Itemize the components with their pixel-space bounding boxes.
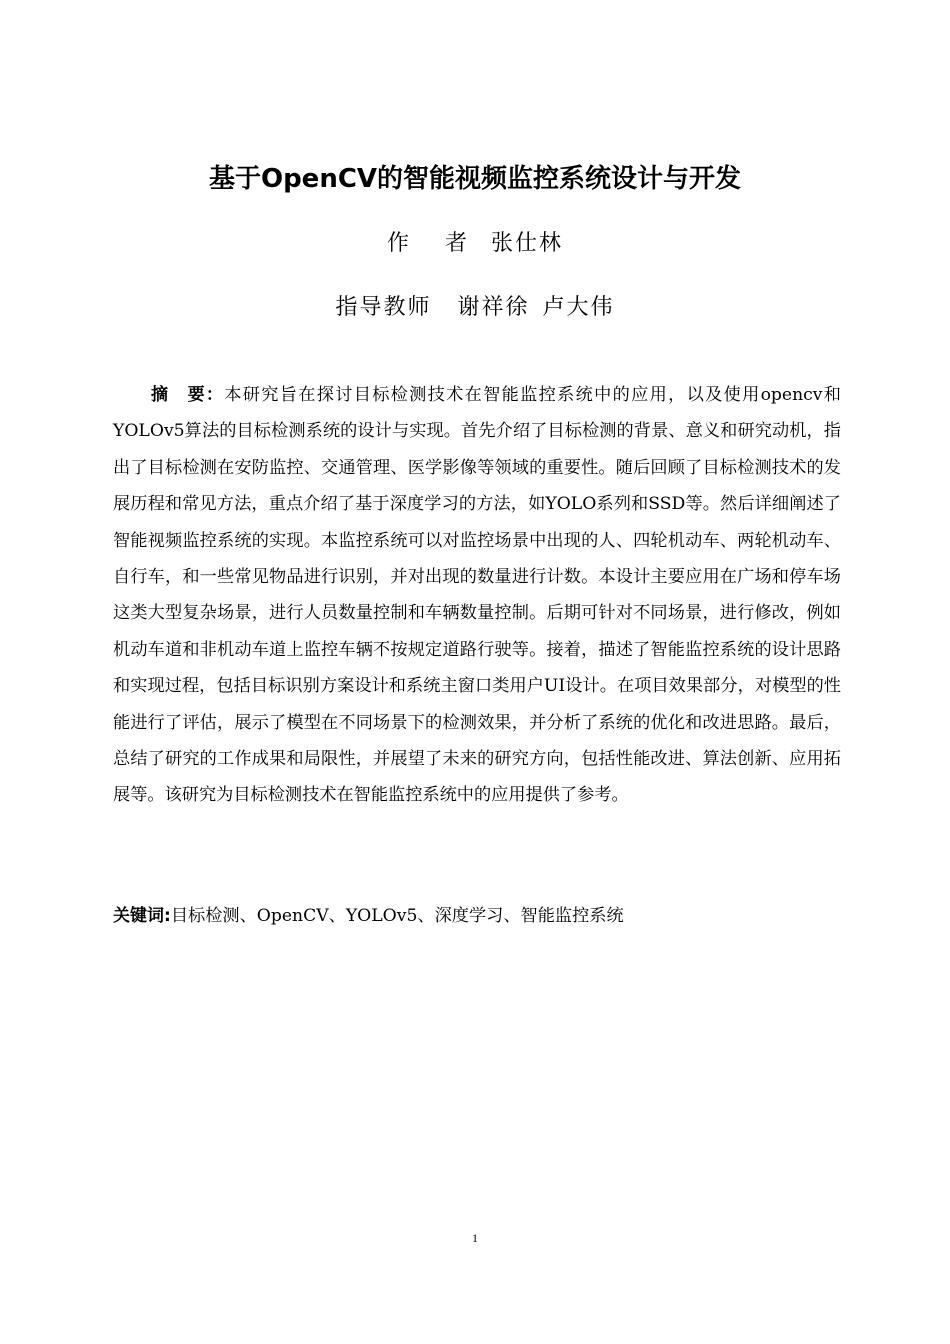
advisor-name: 谢祥徐	[457, 295, 530, 320]
advisor-label: 指导教师	[335, 295, 432, 320]
abstract-paragraph	[113, 377, 841, 814]
keywords-label: 关键词:	[113, 906, 171, 926]
author-label: 作者	[386, 231, 503, 256]
keywords-line	[113, 899, 841, 933]
advisor-name: 卢大伟	[542, 295, 615, 320]
keywords-text: 目标检测、OpenCV、YOLOv5、深度学习、智能监控系统	[170, 906, 624, 926]
abstract-label: 摘 要：	[151, 385, 225, 405]
author-line	[0, 228, 950, 260]
abstract-text: 本研究旨在探讨目标检测技术在智能监控系统中的应用，以及使用opencv和YOLOv5算法的目标检测系统的设计与实现。首先介绍了目标检测的背景、意义和研究动机，指出了目标检测在安防监控、交通管理、医学影像等领域的重要性。随后回顾了目标检测技术的发展历程和常见方法，重点介绍了基于深度学习的方法，如YOLO系列和SSD等。然后详细阐述了智能视频监控系统的实现。本监控系统可以对监控场景中出现的人、四轮机动车、两轮机动车、自行车，和一些常见物品进行识别，并对出现的数量进行计数。本设计主要应用在广场和停车场这类大型复杂场景，进行人员数量控制和车辆数量控制。后期可针对不同场景，进行修改，例如机动车道和非机动车道上监控车辆不按规定道路行驶等。接着，描述了智能监控系统的设计思路和实现过程，包括目标识别方案设计和系统主窗口类用户UI设计。在项目效果部分，对模型的性能进行了评估，展示了模型在不同场景下的检测效果，并分析了系统的优化和改进思路。最后，总结了研究的工作成果和局限性，并展望了未来的研究方向，包括性能改进、算法创新、应用拓展等。该研究为目标检测技术在智能监控系统中的应用提供了参考。	[113, 385, 841, 806]
advisor-line	[0, 292, 950, 324]
page-number: 1	[472, 1231, 478, 1245]
paper-title: 基于OpenCV的智能视频监控系统设计与开发	[208, 164, 742, 194]
author-name: 张仕林	[491, 231, 564, 256]
